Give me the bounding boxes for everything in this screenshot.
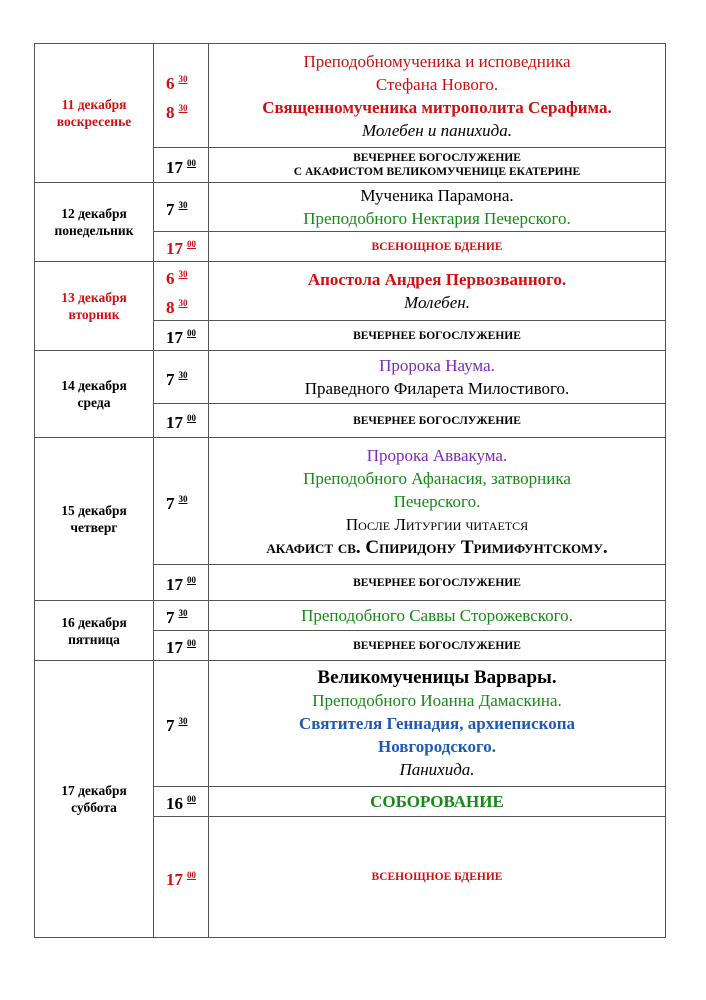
time-cell bbox=[154, 661, 209, 787]
service-time: 7 $^{30}$ bbox=[166, 369, 188, 389]
evening-service-label: ВЕЧЕРНЕЕ БОГОСЛУЖЕНИЕ bbox=[353, 152, 521, 164]
time-cell bbox=[154, 148, 209, 183]
commemoration-line: Преподобного Саввы Сторожевского. bbox=[301, 606, 573, 625]
time-cell bbox=[154, 351, 209, 404]
date-label: 17 декабря bbox=[61, 783, 127, 798]
schedule-row bbox=[35, 183, 666, 232]
day-cell bbox=[35, 438, 154, 601]
commemoration-line: Праведного Филарета Милостивого. bbox=[304, 379, 570, 398]
time-cell bbox=[154, 817, 209, 938]
day-cell bbox=[35, 183, 154, 262]
date-label: 11 декабря bbox=[61, 97, 127, 112]
service-description bbox=[209, 321, 666, 351]
evening-service-label: ВЕЧЕРНЕЕ БОГОСЛУЖЕНИЕ bbox=[353, 576, 521, 589]
service-time: 17 $^{00}$ bbox=[166, 869, 196, 889]
service-description bbox=[209, 404, 666, 438]
service-description bbox=[209, 262, 666, 321]
commemoration-line: Преподобного Нектария Печерского. bbox=[303, 209, 571, 228]
service-note: Молебен. bbox=[404, 293, 470, 312]
service-description bbox=[209, 148, 666, 183]
service-time: 7 $^{30}$ bbox=[166, 493, 188, 513]
commemoration-line: Стефана Нового. bbox=[375, 74, 499, 94]
commemoration-line: Пророка Наума. bbox=[379, 356, 495, 375]
date-label: 15 декабря bbox=[61, 503, 127, 518]
weekday-label: понедельник bbox=[54, 223, 134, 238]
commemoration-line: Новгородского. bbox=[377, 737, 496, 756]
service-description bbox=[209, 787, 666, 817]
day-cell bbox=[35, 44, 154, 183]
commemoration-line: Преподобного Афанасия, затворника bbox=[303, 468, 571, 488]
schedule-row bbox=[35, 438, 666, 565]
service-time: 6 $^{30}$ bbox=[166, 73, 188, 93]
service-time: 7 $^{30}$ bbox=[166, 608, 188, 627]
service-time: 17 $^{00}$ bbox=[166, 413, 196, 432]
service-time: 17 $^{00}$ bbox=[166, 328, 196, 347]
time-cell bbox=[154, 438, 209, 565]
date-label: 16 декабря bbox=[61, 614, 127, 630]
service-time: 16 $^{00}$ bbox=[166, 794, 196, 813]
schedule-row bbox=[35, 262, 666, 321]
service-description bbox=[209, 565, 666, 601]
service-note: акафист св. Спиридону Тримифунтскому. bbox=[266, 536, 608, 558]
service-time: 7 $^{30}$ bbox=[166, 716, 188, 735]
time-cell bbox=[154, 787, 209, 817]
service-time: 8 $^{30}$ bbox=[166, 298, 188, 317]
service-description bbox=[209, 631, 666, 661]
weekday-label: пятница bbox=[68, 631, 120, 647]
service-description bbox=[209, 661, 666, 787]
time-cell bbox=[154, 404, 209, 438]
commemoration-line: Преподобномученика и исповедника bbox=[303, 51, 571, 71]
date-label: 14 декабря bbox=[61, 378, 127, 393]
commemoration-line: Апостола Андрея Первозванного. bbox=[307, 270, 567, 289]
service-time: 17 $^{00}$ bbox=[166, 239, 196, 258]
evening-service-label: ВЕЧЕРНЕЕ БОГОСЛУЖЕНИЕ bbox=[353, 414, 521, 427]
service-time: 7 $^{30}$ bbox=[166, 199, 188, 219]
commemoration-line: Печерского. bbox=[393, 491, 481, 511]
service-time: 17 $^{00}$ bbox=[166, 638, 196, 657]
service-note: После Литургии читается bbox=[345, 514, 529, 534]
service-time: 8 $^{30}$ bbox=[166, 102, 188, 122]
time-cell bbox=[154, 321, 209, 351]
service-description bbox=[209, 601, 666, 631]
schedule-row bbox=[35, 661, 666, 787]
date-label: 13 декабря bbox=[61, 290, 127, 305]
evening-service-label: С АКАФИСТОМ ВЕЛИКОМУЧЕНИЦЕ ЕКАТЕРИНЕ bbox=[293, 166, 581, 178]
commemoration-line: Святителя Геннадия, архиепископа bbox=[298, 714, 575, 733]
service-description bbox=[209, 44, 666, 148]
weekday-label: суббота bbox=[71, 800, 117, 815]
evening-service-label: ВСЕНОЩНОЕ БДЕНИЕ bbox=[371, 240, 503, 253]
weekday-label: воскресенье bbox=[56, 114, 132, 129]
schedule-row bbox=[35, 44, 666, 148]
day-cell bbox=[35, 262, 154, 351]
day-cell bbox=[35, 661, 154, 938]
time-cell bbox=[154, 232, 209, 262]
service-description bbox=[209, 817, 666, 938]
unction-label: СОБОРОВАНИЕ bbox=[370, 792, 504, 811]
commemoration-line: Преподобного Иоанна Дамаскина. bbox=[312, 691, 562, 710]
evening-service-label: ВСЕНОЩНОЕ БДЕНИЕ bbox=[371, 871, 503, 883]
time-cell bbox=[154, 183, 209, 232]
service-note: Молебен и панихида. bbox=[361, 120, 512, 140]
service-description bbox=[209, 183, 666, 232]
commemoration-line: Пророка Аввакума. bbox=[366, 445, 508, 465]
schedule-row bbox=[35, 351, 666, 404]
time-cell bbox=[154, 565, 209, 601]
day-cell bbox=[35, 351, 154, 438]
service-schedule-table bbox=[34, 43, 666, 938]
service-description bbox=[209, 351, 666, 404]
time-cell bbox=[154, 262, 209, 321]
service-description bbox=[209, 232, 666, 262]
evening-service-label: ВЕЧЕРНЕЕ БОГОСЛУЖЕНИЕ bbox=[353, 329, 521, 342]
service-time: 17 $^{00}$ bbox=[166, 575, 196, 594]
schedule-row bbox=[35, 601, 666, 631]
evening-service-label: ВЕЧЕРНЕЕ БОГОСЛУЖЕНИЕ bbox=[353, 639, 521, 652]
date-label: 12 декабря bbox=[61, 206, 127, 221]
time-cell bbox=[154, 631, 209, 661]
weekday-label: четверг bbox=[70, 520, 118, 535]
commemoration-line: Священномученика митрополита Серафима. bbox=[262, 97, 612, 117]
service-note: Панихида. bbox=[399, 760, 475, 779]
weekday-label: среда bbox=[77, 395, 111, 410]
service-time: 6 $^{30}$ bbox=[166, 269, 188, 288]
service-time: 17 $^{00}$ bbox=[166, 157, 196, 177]
commemoration-line: Мученика Парамона. bbox=[360, 186, 514, 205]
service-description bbox=[209, 438, 666, 565]
time-cell bbox=[154, 44, 209, 148]
commemoration-line: Великомученицы Варвары. bbox=[317, 667, 557, 688]
time-cell bbox=[154, 601, 209, 631]
day-cell bbox=[35, 601, 154, 661]
weekday-label: вторник bbox=[68, 307, 120, 322]
